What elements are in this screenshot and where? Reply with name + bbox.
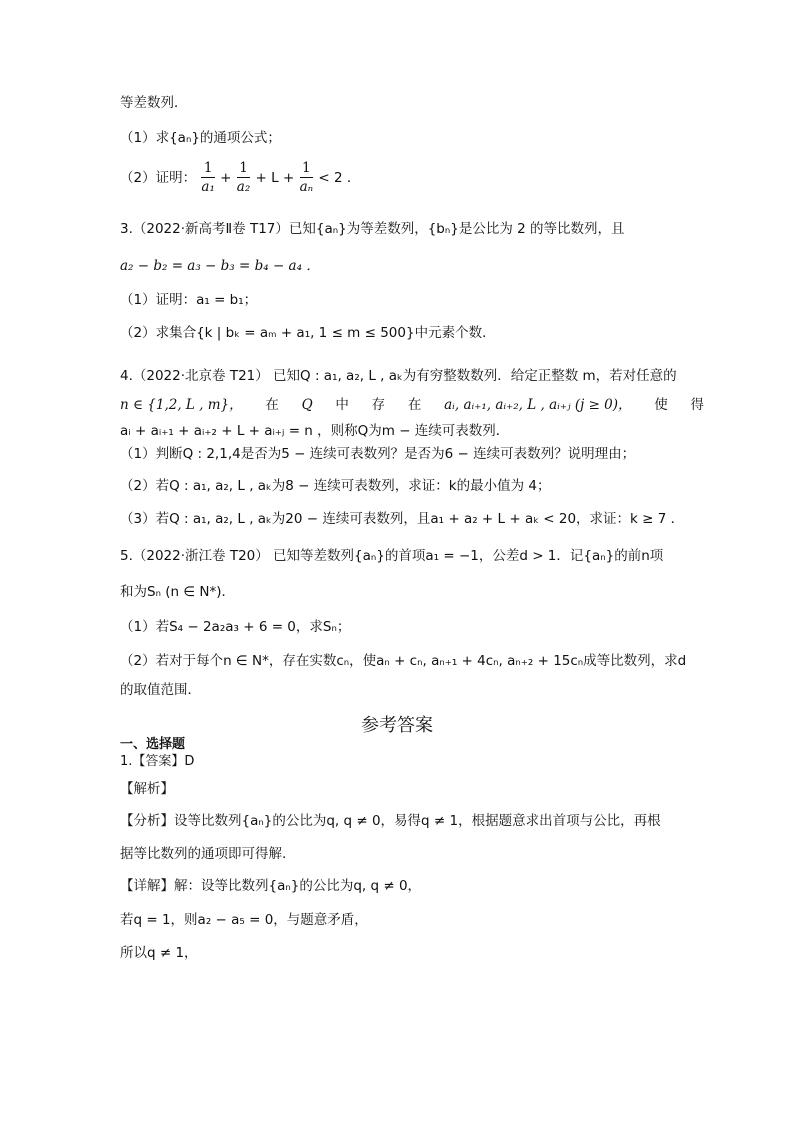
answer-title: 参考答案 [361,715,433,736]
q2-part-2: （2）证明： $\frac{1}{\text{a₁}}$ + $\frac{1}{\text{a₂}}$ + L + $\frac{1}{\text{aₙ}}$ < 2 ． [120,160,361,195]
q5-line-3: 的取值范围． [120,682,201,698]
line-1: 等差数列． [120,95,188,111]
fraction-2: $\frac{1}{\text{a₂}}$ [236,160,251,195]
q4-heading: 4.（2022·北京卷 T21） 已知Q : a₁, a₂, L , aₖ为有穷整数数列．给定正整数 m，若对任意的 [120,368,677,384]
q2-part-1: （1）求{aₙ}的通项公式； [120,130,281,146]
q5-part-2: （2）若对于每个n ∈ N*，存在实数cₙ，使aₙ + cₙ, aₙ₊₁ + 4cₙ, aₙ₊₂ + 15cₙ成等比数列，求d [120,653,687,669]
analysis-label: 【解析】 [120,781,174,797]
detail-line: 【详解】解：设等比数列{aₙ}的公比为q, q ≠ 0， [120,878,422,894]
q2-part-2-prefix: （2）证明： [120,170,197,186]
q3-part-2: （2）求集合{k | bₖ = aₘ + a₁, 1 ≤ m ≤ 500}中元素个数． [120,325,496,341]
answer-1: 1.【答案】D [120,754,195,769]
q2-part-2-suffix: < 2 ． [318,170,361,186]
q4-part-1: （1）判断Q : 2,1,4是否为5 − 连续可表数列？是否为6 − 连续可表数列？说明理由； [120,446,636,462]
conclusion-line: 所以q ≠ 1， [120,945,198,961]
q4-line-2: n ∈ {1,2, L , m}， 在 Q 中 存 在 aᵢ, aᵢ₊₁, aᵢ₊₂, L , aᵢ₊ⱼ (j ≥ 0)， 使 得 [120,397,704,413]
q5-part-1: （1）若S₄ − 2a₂a₃ + 6 = 0，求Sₙ； [120,619,351,635]
q4-line-3: aᵢ + aᵢ₊₁ + aᵢ₊₂ + L + aᵢ₊ⱼ = n ，则称Q为m − 连续可表数列． [120,423,510,439]
q5-heading: 5.（2022·浙江卷 T20） 已知等差数列{aₙ}的首项a₁ = −1，公差d > 1．记{aₙ}的前n项 [120,548,664,564]
fraction-3: $\frac{1}{\text{aₙ}}$ [299,160,314,195]
q4-part-2: （2）若Q : a₁, a₂, L , aₖ为8 − 连续可表数列，求证：k的最小值为 4； [120,478,551,494]
fenxi-line-1: 【分析】设等比数列{aₙ}的公比为q, q ≠ 0，易得q ≠ 1，根据题意求出首项与公比，再根 [120,813,661,829]
q3-heading: 3.（2022·新高考Ⅱ卷 T17）已知{aₙ}为等差数列，{bₙ}是公比为 2 的等比数列，且 [120,221,625,237]
q4-part-3: （3）若Q : a₁, a₂, L , aₖ为20 − 连续可表数列，且a₁ + a₂ + L + aₖ < 20，求证：k ≥ 7 ． [120,511,685,527]
fenxi-line-2: 据等比数列的通项即可得解. [120,846,287,862]
q3-equation: a₂ − b₂ = a₃ − b₃ = b₄ − a₄ ． [120,258,320,274]
ellipsis-plus: + L + [255,170,295,186]
case-line: 若q = 1，则a₂ − a₅ = 0，与题意矛盾， [120,912,368,928]
section-heading: 一、选择题 [120,737,186,752]
q5-line-2: 和为Sₙ (n ∈ N*)． [120,584,236,600]
fraction-1: $\frac{1}{\text{a₁}}$ [201,160,215,195]
q3-part-1: （1）证明：a₁ = b₁； [120,292,258,308]
